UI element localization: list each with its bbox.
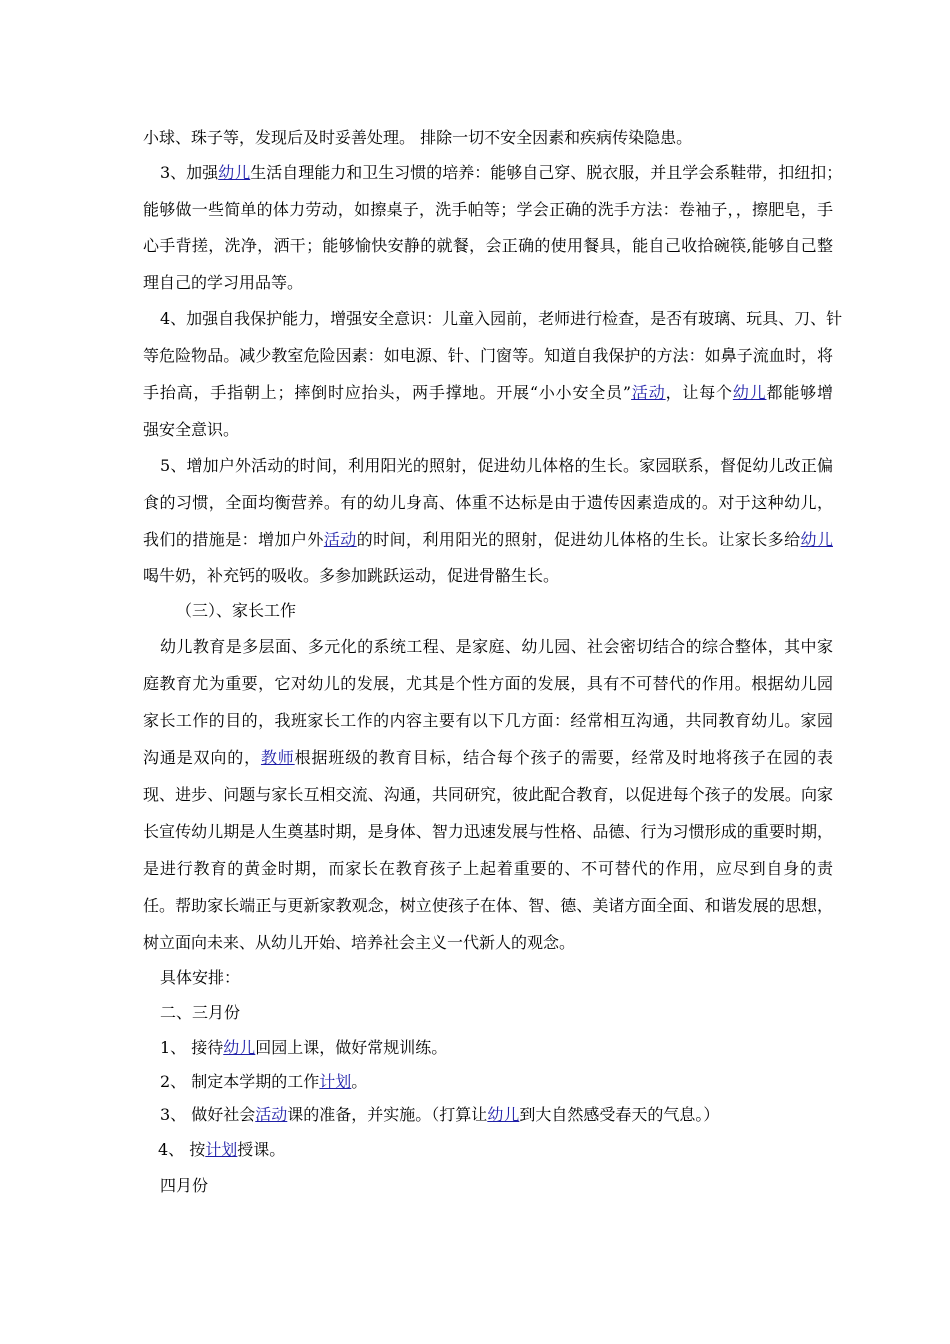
text-line: 具体安排： (160, 968, 241, 987)
link-youer[interactable]: 幼儿 (487, 1105, 520, 1124)
text-line: 喝牛奶，补充钙的吸收。多参加跳跃运动，促进骨骼生长。 (143, 566, 560, 585)
text-line: 幼儿教育是多层面、多元化的系统工程、是家庭、幼儿园、社会密切结合的综合整体，其中家 (160, 637, 833, 656)
section-heading: （三）、家长工作 (176, 601, 297, 620)
link-jihua[interactable]: 计划 (205, 1140, 238, 1159)
text-line: 任。帮助家长端正与更新家教观念，树立使孩子在体、智、德、美诸方面全面、和谐发展的思想， (143, 896, 833, 915)
link-jihua[interactable]: 计划 (319, 1072, 352, 1091)
link-youer[interactable]: 幼儿 (732, 383, 767, 402)
text-line: 强安全意识。 (143, 420, 240, 439)
text-line: 庭教育尤为重要，它对幼儿的发展，尤其是个性方面的发展，具有不可替代的作用。根据幼儿园 (143, 674, 833, 693)
text-line: 心手背搓，洗净，洒干；能够愉快安静的就餐，会正确的使用餐具，能自己收拾碗筷,能够自己整 (143, 236, 833, 255)
text-line: 沟通是双向的，教师根据班级的教育目标，结合每个孩子的需要，经常及时地将孩子在园的表 (143, 748, 833, 767)
link-youer[interactable]: 幼儿 (800, 530, 833, 549)
text-line: 四月份 (160, 1176, 209, 1195)
text-line: 5、增加户外活动的时间，利用阳光的照射，促进幼儿体格的生长。家园联系，督促幼儿改正偏 (160, 456, 833, 475)
text-line: 长宣传幼儿期是人生奠基时期，是身体、智力迅速发展与性格、品德、行为习惯形成的重要时期， (143, 822, 833, 841)
link-huodong[interactable]: 活动 (323, 530, 357, 549)
text-line: 3、加强幼儿生活自理能力和卫生习惯的培养：能够自己穿、脱衣服，并且学会系鞋带，扣纽扣； (160, 163, 843, 182)
text-line: 等危险物品。减少教室危险因素：如电源、针、门窗等。知道自我保护的方法：如鼻子流血时，将 (143, 346, 833, 365)
link-youer[interactable]: 幼儿 (223, 1038, 256, 1057)
link-huodong[interactable]: 活动 (631, 383, 666, 402)
list-item: 4、 按计划授课。 (158, 1140, 286, 1159)
text-line: 食的习惯，全面均衡营养。有的幼儿身高、体重不达标是由于遗传因素造成的。对于这种幼儿， (143, 493, 833, 512)
list-item: 1、 接待幼儿回园上课，做好常规训练。 (160, 1038, 448, 1057)
text-line: 能够做一些简单的体力劳动，如擦桌子，洗手帕等；学会正确的洗手方法：卷袖子，，擦肥皂，手 (143, 200, 833, 219)
list-item: 3、 做好社会活动课的准备，并实施。（打算让幼儿到大自然感受春天的气息。） (160, 1105, 720, 1124)
text-line: 小球、珠子等，发现后及时妥善处理。 排除一切不安全因素和疾病传染隐患。 (143, 128, 693, 147)
text-line: 我们的措施是：增加户外活动的时间，利用阳光的照射，促进幼儿体格的生长。让家长多给幼儿 (143, 530, 833, 549)
text-line: 理自己的学习用品等。 (143, 273, 304, 292)
link-huodong[interactable]: 活动 (255, 1105, 288, 1124)
link-youer[interactable]: 幼儿 (218, 163, 251, 182)
text-line: 二、三月份 (160, 1003, 241, 1022)
text-line: 家长工作的目的，我班家长工作的内容主要有以下几方面：经常相互沟通，共同教育幼儿。家园 (143, 711, 833, 730)
text-line: 树立面向未来、从幼儿开始、培养社会主义一代新人的观念。 (143, 933, 576, 952)
text-line: 手抬高，手指朝上；摔倒时应抬头，两手撑地。开展“小小安全员”活动，让每个幼儿都能够增 (143, 383, 833, 402)
text-line: 是进行教育的黄金时期，而家长在教育孩子上起着重要的、不可替代的作用，应尽到自身的责 (143, 859, 833, 878)
list-item: 2、 制定本学期的工作计划。 (160, 1072, 368, 1091)
text-line: 现、进步、问题与家长互相交流、沟通，共同研究，彼此配合教育，以促进每个孩子的发展。向家 (143, 785, 833, 804)
link-jiaoshi[interactable]: 教师 (260, 748, 295, 767)
text-line: 4、加强自我保护能力，增强安全意识：儿童入园前，老师进行检查，是否有玻璃、玩具、刀、针 (160, 309, 843, 328)
